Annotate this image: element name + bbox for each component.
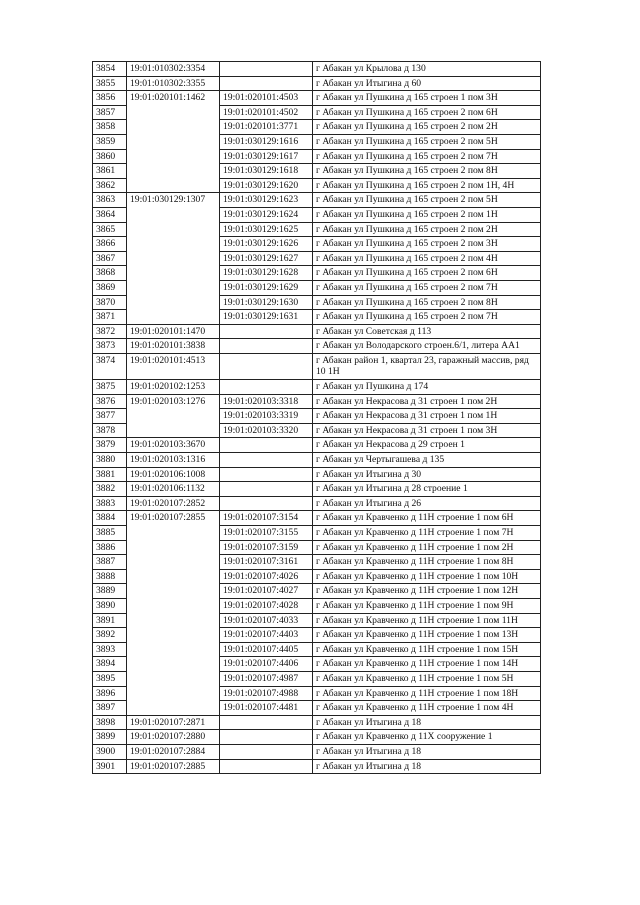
table-row [93,730,541,745]
address-cell: г Абакан ул Кравченко д 11Н строение 1 пом 7Н [313,526,541,541]
table-row [93,380,541,395]
address-cell: г Абакан ул Крылова д 130 [313,62,541,77]
child-cadastral-number-cell: 19:01:030129:1623 [220,193,313,208]
child-cadastral-number-cell: 19:01:030129:1616 [220,134,313,149]
table-row [93,324,541,339]
child-cadastral-number-cell: 19:01:020107:4481 [220,701,313,716]
table-row [93,339,541,354]
row-number-cell: 3878 [93,423,127,438]
parent-cadastral-number-cell: 19:01:030129:1307 [127,193,220,324]
row-number-cell: 3886 [93,540,127,555]
address-cell: г Абакан ул Кравченко д 11Н строение 1 пом 2Н [313,540,541,555]
address-cell: г Абакан ул Пушкина д 165 строен 2 пом 8Н [313,164,541,179]
address-cell: г Абакан ул Итыгина д 30 [313,467,541,482]
child-cadastral-number-cell: 19:01:020107:3161 [220,555,313,570]
address-cell: г Абакан ул Итыгина д 28 строение 1 [313,482,541,497]
row-number-cell: 3854 [93,62,127,77]
child-cadastral-number-cell: 19:01:030129:1631 [220,310,313,325]
row-number-cell: 3882 [93,482,127,497]
registry-table [92,61,541,774]
row-number-cell: 3879 [93,438,127,453]
child-cadastral-number-cell [220,62,313,77]
address-cell: г Абакан ул Кравченко д 11Н строение 1 пом 18Н [313,686,541,701]
address-cell: г Абакан ул Пушкина д 165 строен 2 пом 6Н [313,266,541,281]
row-number-cell: 3858 [93,120,127,135]
child-cadastral-number-cell [220,496,313,511]
address-cell: г Абакан ул Некрасова д 31 строен 1 пом 1Н [313,409,541,424]
child-cadastral-number-cell: 19:01:020107:3159 [220,540,313,555]
address-cell: г Абакан ул Некрасова д 31 строен 1 пом 2Н [313,394,541,409]
row-number-cell: 3895 [93,671,127,686]
row-number-cell: 3897 [93,701,127,716]
child-cadastral-number-cell: 19:01:030129:1627 [220,251,313,266]
parent-cadastral-number-cell: 19:01:020106:1132 [127,482,220,497]
row-number-cell: 3868 [93,266,127,281]
address-cell: г Абакан ул Кравченко д 11Х сооружение 1 [313,730,541,745]
child-cadastral-number-cell: 19:01:020101:4502 [220,105,313,120]
parent-cadastral-number-cell: 19:01:020103:3670 [127,438,220,453]
child-cadastral-number-cell [220,438,313,453]
parent-cadastral-number-cell: 19:01:020106:1008 [127,467,220,482]
row-number-cell: 3866 [93,237,127,252]
address-cell: г Абакан ул Пушкина д 165 строен 2 пом 2Н [313,222,541,237]
parent-cadastral-number-cell: 19:01:020102:1253 [127,380,220,395]
parent-cadastral-number-cell: 19:01:020107:2884 [127,744,220,759]
row-number-cell: 3873 [93,339,127,354]
row-number-cell: 3899 [93,730,127,745]
address-cell: г Абакан ул Кравченко д 11Н строение 1 пом 11Н [313,613,541,628]
parent-cadastral-number-cell: 19:01:020103:1276 [127,394,220,438]
table-row [93,76,541,91]
table-row [93,353,541,379]
row-number-cell: 3877 [93,409,127,424]
row-number-cell: 3864 [93,207,127,222]
table-row [93,453,541,468]
row-number-cell: 3859 [93,134,127,149]
child-cadastral-number-cell [220,339,313,354]
table-row [93,193,541,208]
table-row [93,744,541,759]
table-row [93,467,541,482]
address-cell: г Абакан ул Пушкина д 165 строен 2 пом 6Н [313,105,541,120]
address-cell: г Абакан ул Пушкина д 165 строен 2 пом 1Н [313,207,541,222]
child-cadastral-number-cell: 19:01:030129:1618 [220,164,313,179]
child-cadastral-number-cell [220,744,313,759]
table-row [93,511,541,526]
child-cadastral-number-cell: 19:01:020107:4027 [220,584,313,599]
address-cell: г Абакан ул Итыгина д 18 [313,744,541,759]
child-cadastral-number-cell: 19:01:020107:3154 [220,511,313,526]
child-cadastral-number-cell: 19:01:020107:4405 [220,642,313,657]
child-cadastral-number-cell [220,76,313,91]
row-number-cell: 3876 [93,394,127,409]
child-cadastral-number-cell: 19:01:020101:3771 [220,120,313,135]
parent-cadastral-number-cell: 19:01:010302:3354 [127,62,220,77]
child-cadastral-number-cell [220,380,313,395]
parent-cadastral-number-cell: 19:01:020107:2880 [127,730,220,745]
child-cadastral-number-cell: 19:01:020103:3319 [220,409,313,424]
row-number-cell: 3869 [93,280,127,295]
child-cadastral-number-cell: 19:01:020107:3155 [220,526,313,541]
address-cell: г Абакан ул Кравченко д 11Н строение 1 пом 6Н [313,511,541,526]
row-number-cell: 3885 [93,526,127,541]
row-number-cell: 3870 [93,295,127,310]
address-cell: г Абакан ул Чертыгашева д 135 [313,453,541,468]
parent-cadastral-number-cell: 19:01:020101:3838 [127,339,220,354]
parent-cadastral-number-cell: 19:01:020107:2852 [127,496,220,511]
row-number-cell: 3856 [93,91,127,106]
address-cell: г Абакан ул Пушкина д 165 строен 2 пом 2Н [313,120,541,135]
address-cell: г Абакан ул Кравченко д 11Н строение 1 пом 15Н [313,642,541,657]
child-cadastral-number-cell: 19:01:020103:3320 [220,423,313,438]
address-cell: г Абакан ул Итыгина д 26 [313,496,541,511]
child-cadastral-number-cell: 19:01:030129:1630 [220,295,313,310]
address-cell: г Абакан ул Кравченко д 11Н строение 1 пом 10Н [313,569,541,584]
row-number-cell: 3890 [93,598,127,613]
address-cell: г Абакан ул Пушкина д 165 строен 2 пом 3Н [313,237,541,252]
child-cadastral-number-cell: 19:01:020107:4403 [220,628,313,643]
child-cadastral-number-cell [220,482,313,497]
row-number-cell: 3898 [93,715,127,730]
table-row [93,91,541,106]
child-cadastral-number-cell: 19:01:030129:1626 [220,237,313,252]
row-number-cell: 3867 [93,251,127,266]
address-cell: г Абакан ул Кравченко д 11Н строение 1 пом 9Н [313,598,541,613]
parent-cadastral-number-cell: 19:01:020107:2885 [127,759,220,774]
address-cell: г Абакан ул Советская д 113 [313,324,541,339]
table-row [93,482,541,497]
address-cell: г Абакан ул Пушкина д 165 строен 2 пом 7Н [313,310,541,325]
child-cadastral-number-cell: 19:01:020103:3318 [220,394,313,409]
child-cadastral-number-cell: 19:01:030129:1625 [220,222,313,237]
row-number-cell: 3855 [93,76,127,91]
row-number-cell: 3880 [93,453,127,468]
row-number-cell: 3893 [93,642,127,657]
row-number-cell: 3863 [93,193,127,208]
child-cadastral-number-cell: 19:01:020101:4503 [220,91,313,106]
row-number-cell: 3891 [93,613,127,628]
registry-table-body [93,62,541,774]
parent-cadastral-number-cell: 19:01:020107:2871 [127,715,220,730]
address-cell: г Абакан ул Володарского строен.6/1, литера АА1 [313,339,541,354]
child-cadastral-number-cell: 19:01:030129:1617 [220,149,313,164]
parent-cadastral-number-cell: 19:01:020101:4513 [127,353,220,379]
parent-cadastral-number-cell: 19:01:020107:2855 [127,511,220,715]
address-cell: г Абакан ул Кравченко д 11Н строение 1 пом 5Н [313,671,541,686]
row-number-cell: 3881 [93,467,127,482]
row-number-cell: 3887 [93,555,127,570]
child-cadastral-number-cell: 19:01:020107:4028 [220,598,313,613]
parent-cadastral-number-cell: 19:01:010302:3355 [127,76,220,91]
row-number-cell: 3894 [93,657,127,672]
row-number-cell: 3900 [93,744,127,759]
row-number-cell: 3892 [93,628,127,643]
child-cadastral-number-cell [220,730,313,745]
child-cadastral-number-cell [220,324,313,339]
address-cell: г Абакан ул Кравченко д 11Н строение 1 пом 13Н [313,628,541,643]
child-cadastral-number-cell [220,759,313,774]
row-number-cell: 3862 [93,178,127,193]
child-cadastral-number-cell [220,467,313,482]
child-cadastral-number-cell: 19:01:030129:1629 [220,280,313,295]
row-number-cell: 3875 [93,380,127,395]
row-number-cell: 3865 [93,222,127,237]
row-number-cell: 3883 [93,496,127,511]
address-cell: г Абакан ул Некрасова д 29 строен 1 [313,438,541,453]
parent-cadastral-number-cell: 19:01:020101:1462 [127,91,220,193]
row-number-cell: 3857 [93,105,127,120]
child-cadastral-number-cell: 19:01:020107:4987 [220,671,313,686]
row-number-cell: 3888 [93,569,127,584]
row-number-cell: 3861 [93,164,127,179]
child-cadastral-number-cell: 19:01:020107:4033 [220,613,313,628]
row-number-cell: 3871 [93,310,127,325]
table-row [93,715,541,730]
child-cadastral-number-cell [220,453,313,468]
child-cadastral-number-cell: 19:01:030129:1628 [220,266,313,281]
child-cadastral-number-cell: 19:01:020107:4026 [220,569,313,584]
address-cell: г Абакан ул Пушкина д 165 строен 2 пом 7Н [313,280,541,295]
parent-cadastral-number-cell: 19:01:020101:1470 [127,324,220,339]
child-cadastral-number-cell [220,715,313,730]
address-cell: г Абакан ул Итыгина д 60 [313,76,541,91]
table-row [93,394,541,409]
address-cell: г Абакан ул Кравченко д 11Н строение 1 пом 12Н [313,584,541,599]
child-cadastral-number-cell [220,353,313,379]
address-cell: г Абакан ул Пушкина д 165 строен 2 пом 7Н [313,149,541,164]
address-cell: г Абакан ул Пушкина д 165 строен 2 пом 5Н [313,193,541,208]
table-row [93,496,541,511]
address-cell: г Абакан ул Пушкина д 174 [313,380,541,395]
address-cell: г Абакан ул Некрасова д 31 строен 1 пом 3Н [313,423,541,438]
address-cell: г Абакан ул Кравченко д 11Н строение 1 пом 4Н [313,701,541,716]
row-number-cell: 3889 [93,584,127,599]
address-cell: г Абакан ул Пушкина д 165 строен 2 пом 8Н [313,295,541,310]
child-cadastral-number-cell: 19:01:020107:4988 [220,686,313,701]
table-row [93,62,541,77]
row-number-cell: 3896 [93,686,127,701]
parent-cadastral-number-cell: 19:01:020103:1316 [127,453,220,468]
row-number-cell: 3901 [93,759,127,774]
row-number-cell: 3884 [93,511,127,526]
address-cell: г Абакан ул Пушкина д 165 строен 1 пом 3Н [313,91,541,106]
table-row [93,759,541,774]
address-cell: г Абакан ул Итыгина д 18 [313,759,541,774]
row-number-cell: 3872 [93,324,127,339]
child-cadastral-number-cell: 19:01:030129:1620 [220,178,313,193]
address-cell: г Абакан ул Пушкина д 165 строен 2 пом 4Н [313,251,541,266]
address-cell: г Абакан ул Пушкина д 165 строен 2 пом 5Н [313,134,541,149]
row-number-cell: 3860 [93,149,127,164]
address-cell: г Абакан ул Кравченко д 11Н строение 1 пом 14Н [313,657,541,672]
address-cell: г Абакан ул Пушкина д 165 строен 2 пом 1Н, 4Н [313,178,541,193]
child-cadastral-number-cell: 19:01:020107:4406 [220,657,313,672]
address-cell: г Абакан район 1, квартал 23, гаражный массив, ряд 10 1Н [313,353,541,379]
address-cell: г Абакан ул Итыгина д 18 [313,715,541,730]
table-row [93,438,541,453]
child-cadastral-number-cell: 19:01:030129:1624 [220,207,313,222]
row-number-cell: 3874 [93,353,127,379]
address-cell: г Абакан ул Кравченко д 11Н строение 1 пом 8Н [313,555,541,570]
